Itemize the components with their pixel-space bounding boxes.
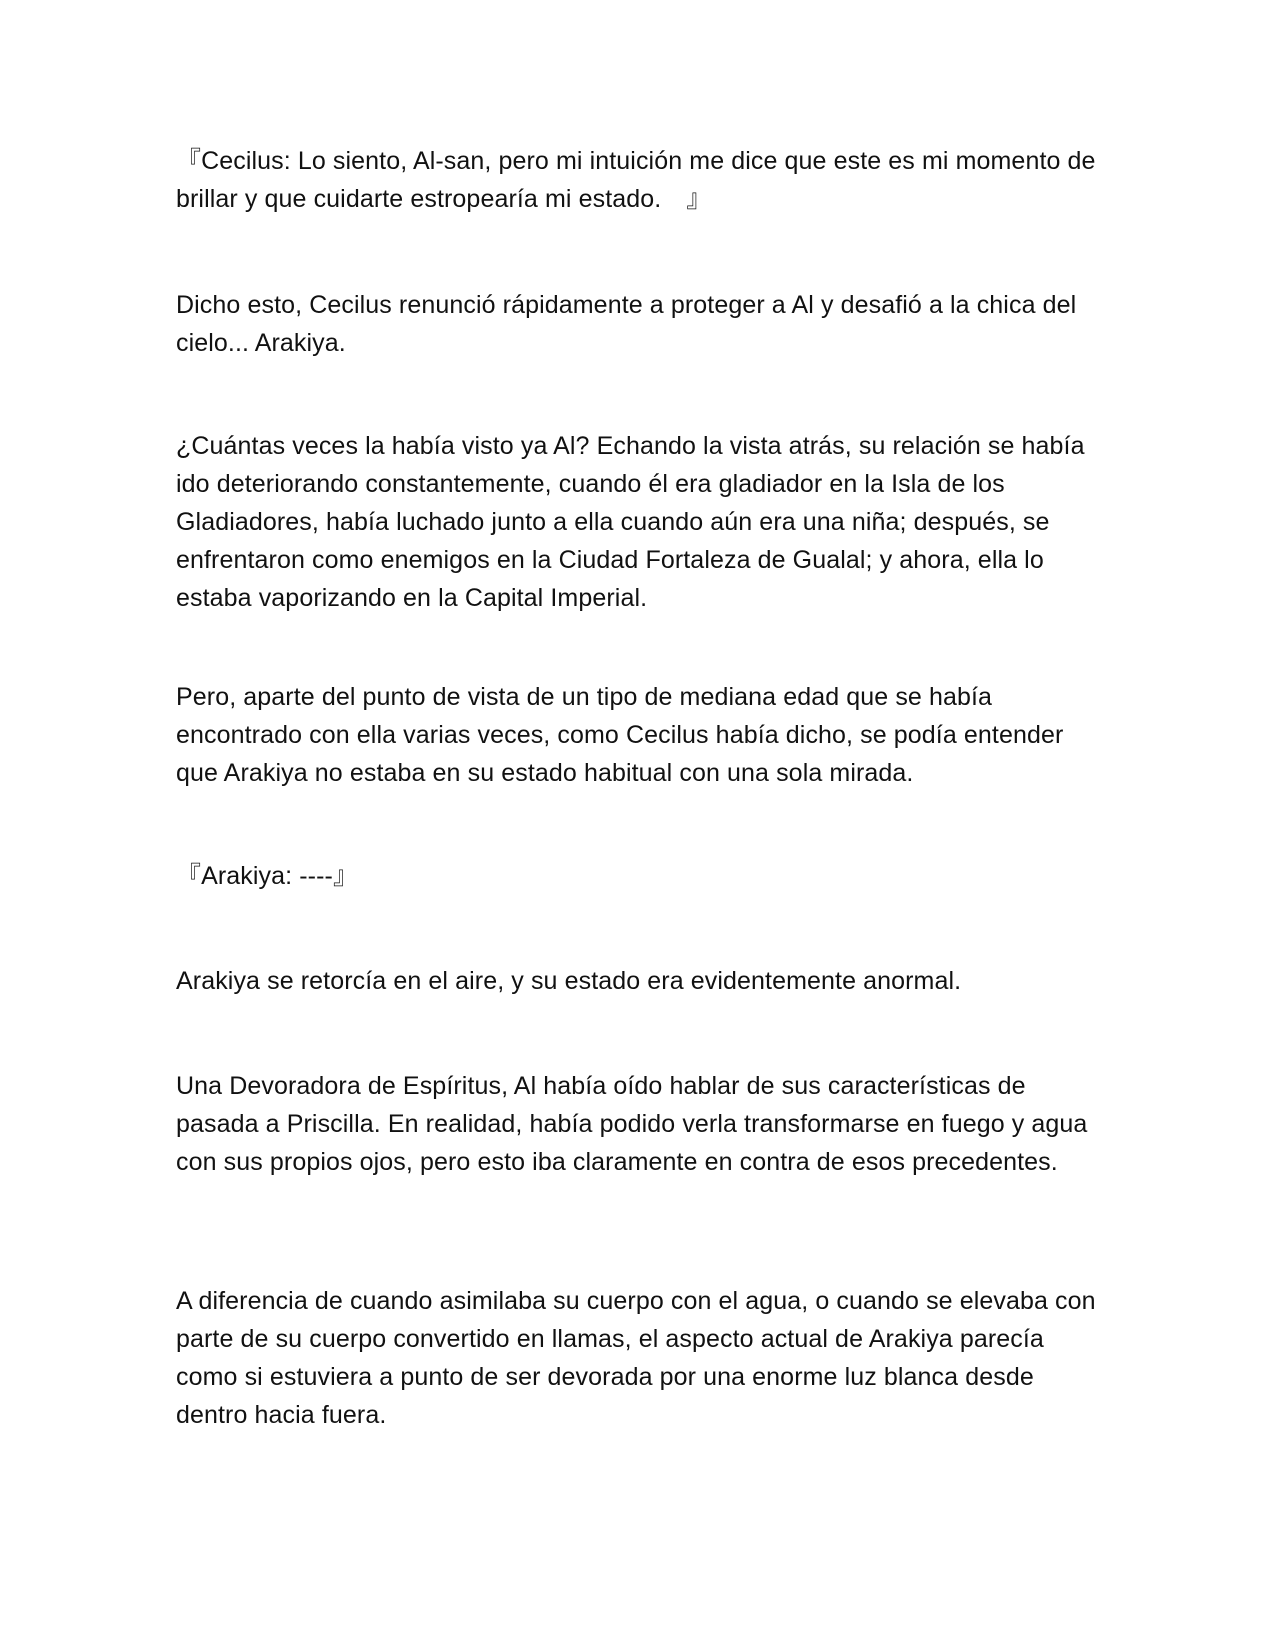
dialogue-cecilus: 『Cecilus: Lo siento, Al-san, pero mi intuición me dice que este es mi momento de brillar y que cuidarte estropearía mi estado. 』 [176, 147, 1096, 213]
paragraph-3: Pero, aparte del punto de vista de un tipo de mediana edad que se había encontrado con ella varias veces, como Cecilus había dicho, se podía entender que Arakiya no estaba en su estado habitual con una sola mirada. [176, 683, 1064, 787]
dialogue-arakiya: 『Arakiya: ----』 [176, 862, 359, 890]
paragraph-2: ¿Cuántas veces la había visto ya Al? Echando la vista atrás, su relación se había ido deteriorando constantemente, cuando él era gladiador en la Isla de los Gladiadores, había luchado junto a ella cuando aún era una niña; después, se enfrentaron como enemigos en la Ciudad Fortaleza de Gualal; y ahora, ella lo estaba vaporizando en la Capital Imperial. [176, 432, 1085, 612]
paragraph-7: A diferencia de cuando asimilaba su cuerpo con el agua, o cuando se elevaba con parte de su cuerpo convertido en llamas, el aspecto actual de Arakiya parecía como si estuviera a punto de ser devorada por una enorme luz blanca desde dentro hacia fuera. [176, 1287, 1096, 1429]
paragraph-6: Una Devoradora de Espíritus, Al había oído hablar de sus características de pasada a Priscilla. En realidad, había podido verla transformarse en fuego y agua con sus propios ojos, pero esto iba claramente en contra de esos precedentes. [176, 1072, 1088, 1176]
paragraph-1: Dicho esto, Cecilus renunció rápidamente a proteger a Al y desafió a la chica del cielo... Arakiya. [176, 291, 1077, 357]
paragraph-5: Arakiya se retorcía en el aire, y su estado era evidentemente anormal. [176, 967, 962, 995]
